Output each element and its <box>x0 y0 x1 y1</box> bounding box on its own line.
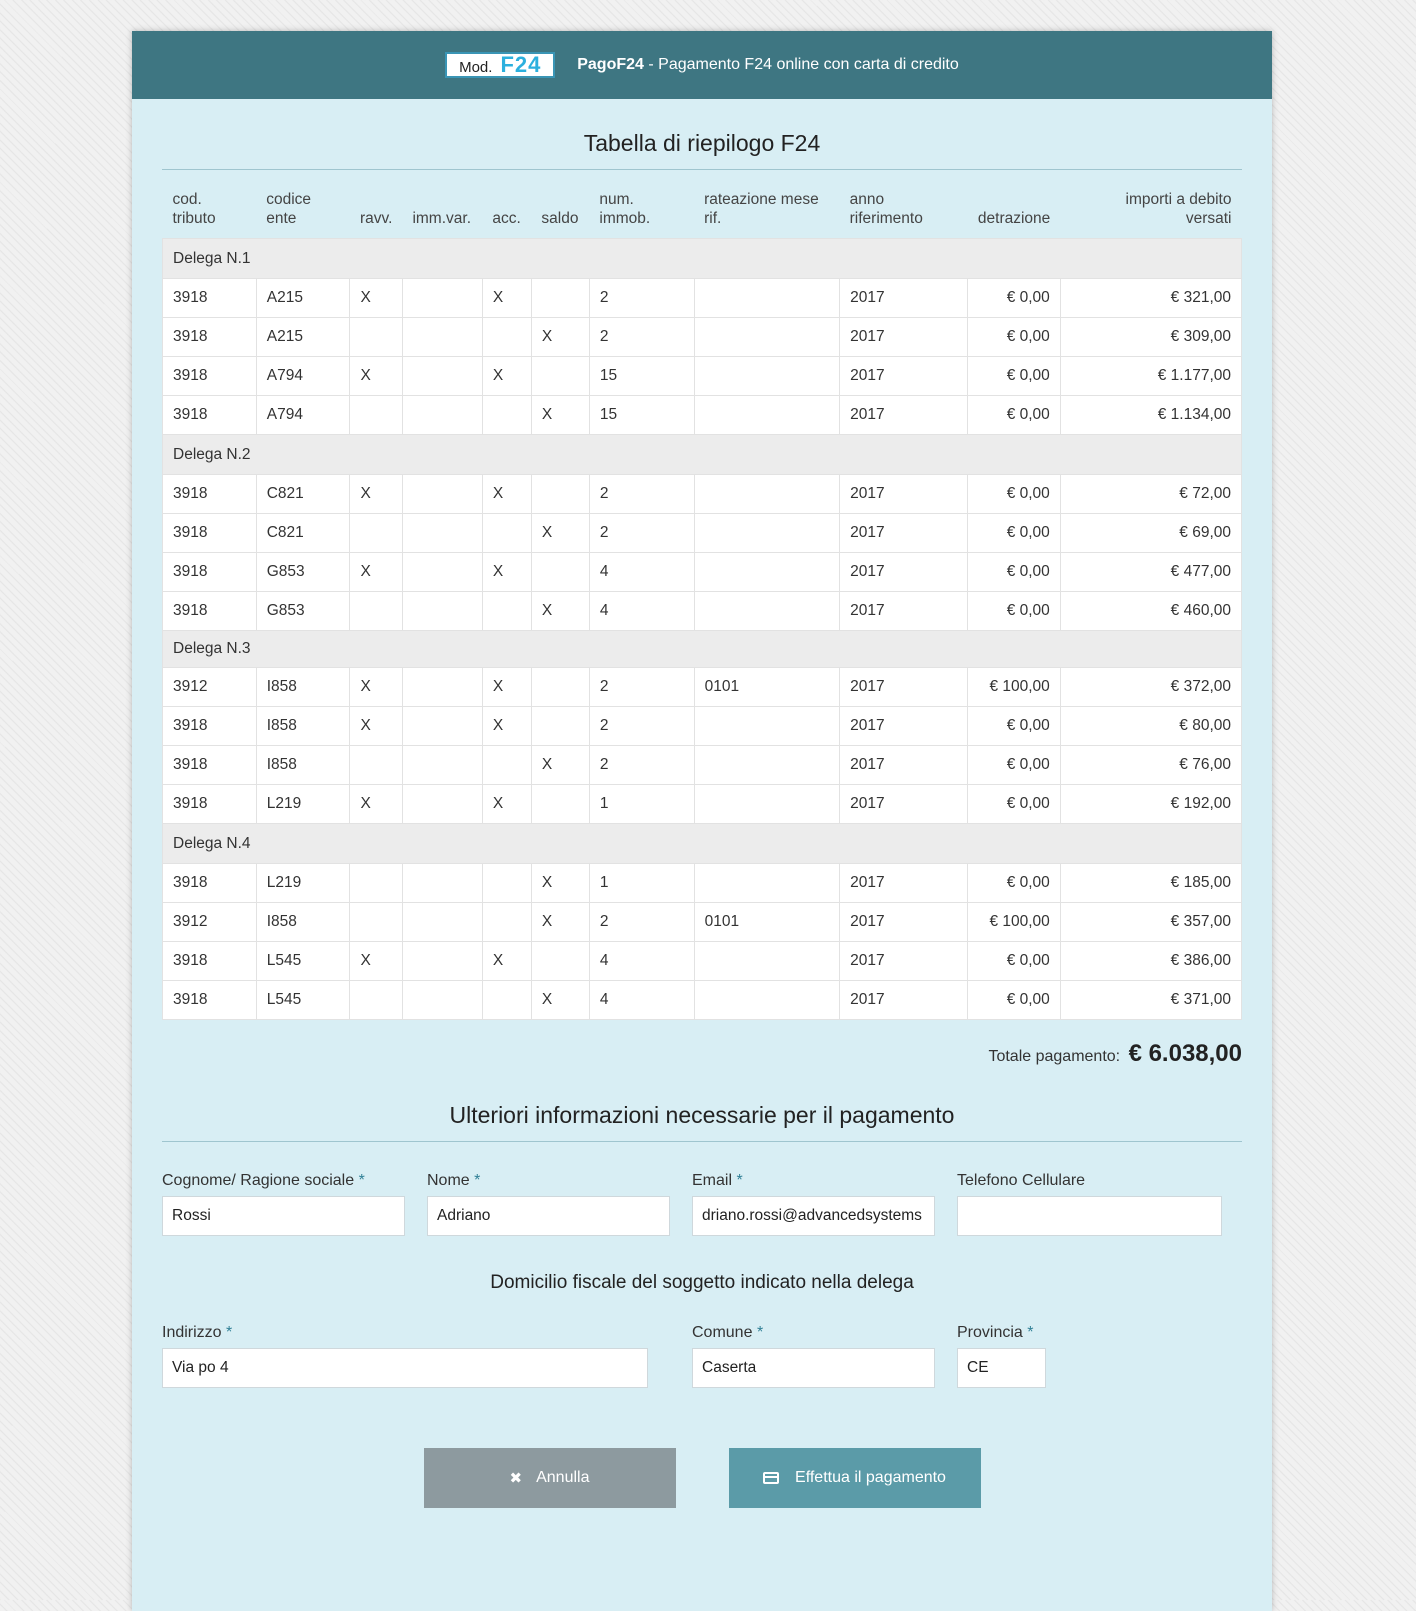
col-num-immob: num. immob. <box>599 191 651 227</box>
table-cell: A794 <box>256 396 350 435</box>
table-cell: € 0,00 <box>967 475 1060 514</box>
table-cell: 3918 <box>163 396 257 435</box>
table-cell: X <box>350 279 402 318</box>
brand-name: PagoF24 <box>577 56 644 73</box>
table-cell <box>402 553 482 592</box>
table-cell: € 100,00 <box>967 903 1060 942</box>
table-cell: L219 <box>256 785 350 824</box>
table-cell: € 0,00 <box>967 746 1060 785</box>
table-cell <box>694 396 840 435</box>
comune-group <box>692 1324 935 1388</box>
table-cell: 3912 <box>163 903 257 942</box>
table-cell: € 1.177,00 <box>1060 357 1241 396</box>
table-row <box>163 903 1242 942</box>
table-cell: 2017 <box>840 903 968 942</box>
table-cell: € 372,00 <box>1060 668 1241 707</box>
table-cell <box>402 785 482 824</box>
telefono-group <box>957 1172 1222 1236</box>
table-cell: 2017 <box>840 553 968 592</box>
table-cell <box>402 396 482 435</box>
table-cell: 3918 <box>163 514 257 553</box>
table-cell: 2017 <box>840 942 968 981</box>
col-saldo: saldo <box>541 210 579 227</box>
table-cell: X <box>482 785 531 824</box>
table-cell: € 0,00 <box>967 785 1060 824</box>
table-cell <box>350 514 402 553</box>
table-cell <box>694 553 840 592</box>
total-amount: € 6.038,00 <box>1128 1040 1242 1067</box>
table-cell: 2017 <box>840 864 968 903</box>
table-cell <box>694 318 840 357</box>
table-cell: A794 <box>256 357 350 396</box>
table-row <box>163 357 1242 396</box>
table-cell <box>482 864 531 903</box>
cognome-label: Cognome/ Ragione sociale * <box>162 1172 365 1189</box>
table-cell: € 1.134,00 <box>1060 396 1241 435</box>
table-cell <box>402 318 482 357</box>
app-header <box>132 31 1272 99</box>
table-cell: 4 <box>589 592 694 631</box>
table-row <box>163 396 1242 435</box>
table-cell: X <box>350 475 402 514</box>
table-cell: 4 <box>589 553 694 592</box>
table-cell: 3918 <box>163 864 257 903</box>
table-cell: € 80,00 <box>1060 707 1241 746</box>
table-cell: X <box>531 864 589 903</box>
delega-group-row <box>163 824 1242 864</box>
table-cell: 2 <box>589 707 694 746</box>
table-cell: 3918 <box>163 707 257 746</box>
table-cell: X <box>350 785 402 824</box>
table-row <box>163 553 1242 592</box>
indirizzo-input[interactable] <box>162 1348 648 1388</box>
table-cell: I858 <box>256 668 350 707</box>
telefono-input[interactable] <box>957 1196 1222 1236</box>
indirizzo-group <box>162 1324 648 1388</box>
table-cell <box>694 785 840 824</box>
cancel-button[interactable] <box>424 1448 676 1508</box>
table-cell: € 0,00 <box>967 592 1060 631</box>
table-row <box>163 279 1242 318</box>
delega-label: Delega N.1 <box>163 239 1242 279</box>
table-cell: € 0,00 <box>967 942 1060 981</box>
table-cell: X <box>482 942 531 981</box>
table-cell: 3918 <box>163 592 257 631</box>
table-cell <box>350 746 402 785</box>
table-cell: 2017 <box>840 746 968 785</box>
comune-input[interactable] <box>692 1348 935 1388</box>
table-row <box>163 514 1242 553</box>
table-cell <box>402 357 482 396</box>
table-cell: 2017 <box>840 357 968 396</box>
table-cell: L219 <box>256 864 350 903</box>
table-cell: € 69,00 <box>1060 514 1241 553</box>
total-payment <box>162 1040 1242 1068</box>
cancel-label: Annulla <box>536 1469 590 1486</box>
domicilio-title: Domicilio fiscale del soggetto indicato nella delega <box>490 1272 914 1293</box>
table-cell: 2017 <box>840 396 968 435</box>
table-cell <box>350 318 402 357</box>
table-cell: X <box>482 475 531 514</box>
table-cell: A215 <box>256 279 350 318</box>
table-cell <box>531 553 589 592</box>
table-cell: X <box>482 357 531 396</box>
pay-label: Effettua il pagamento <box>795 1469 946 1486</box>
table-cell: I858 <box>256 707 350 746</box>
col-ravv: ravv. <box>359 210 393 227</box>
indirizzo-label: Indirizzo * <box>162 1324 233 1341</box>
table-cell <box>482 592 531 631</box>
table-cell: 3918 <box>163 357 257 396</box>
table-cell: 2 <box>589 514 694 553</box>
table-cell <box>402 592 482 631</box>
table-row <box>163 475 1242 514</box>
table-cell <box>694 942 840 981</box>
delega-label: Delega N.2 <box>163 435 1242 475</box>
cognome-input[interactable] <box>162 1196 405 1236</box>
table-cell <box>402 475 482 514</box>
table-cell: 0101 <box>694 903 840 942</box>
table-cell <box>694 475 840 514</box>
nome-group <box>427 1172 670 1236</box>
col-anno: anno riferimento <box>849 191 923 227</box>
table-cell: € 0,00 <box>967 864 1060 903</box>
table-cell: X <box>482 668 531 707</box>
table-cell: 3918 <box>163 981 257 1020</box>
table-cell: 3918 <box>163 785 257 824</box>
table-cell: 15 <box>589 396 694 435</box>
table-row <box>163 864 1242 903</box>
table-row <box>163 746 1242 785</box>
table-cell: A215 <box>256 318 350 357</box>
table-cell: € 460,00 <box>1060 592 1241 631</box>
table-cell <box>694 514 840 553</box>
table-cell: 2 <box>589 279 694 318</box>
table-cell <box>482 746 531 785</box>
table-cell <box>402 746 482 785</box>
col-codice-ente: codice ente <box>266 191 312 227</box>
delega-group-row <box>163 435 1242 475</box>
table-cell <box>482 514 531 553</box>
table-cell <box>482 318 531 357</box>
email-group <box>692 1172 935 1236</box>
email-input[interactable] <box>692 1196 935 1236</box>
table-cell <box>694 707 840 746</box>
table-cell: 3918 <box>163 746 257 785</box>
table-cell <box>531 668 589 707</box>
table-cell: € 477,00 <box>1060 553 1241 592</box>
table-cell <box>694 279 840 318</box>
table-row <box>163 942 1242 981</box>
table-cell: € 192,00 <box>1060 785 1241 824</box>
table-cell: X <box>350 553 402 592</box>
provincia-label: Provincia * <box>957 1324 1034 1341</box>
logo-mod: Mod. <box>459 59 493 76</box>
table-cell: G853 <box>256 553 350 592</box>
table-cell <box>531 707 589 746</box>
table-cell: X <box>350 707 402 746</box>
table-cell <box>694 981 840 1020</box>
table-cell <box>402 707 482 746</box>
table-cell: € 185,00 <box>1060 864 1241 903</box>
table-cell: € 321,00 <box>1060 279 1241 318</box>
table-cell: € 0,00 <box>967 396 1060 435</box>
table-cell: € 0,00 <box>967 514 1060 553</box>
cognome-group <box>162 1172 405 1236</box>
table-cell: 3918 <box>163 318 257 357</box>
table-cell <box>694 592 840 631</box>
table-cell: 3918 <box>163 942 257 981</box>
pay-button[interactable] <box>729 1448 981 1508</box>
table-cell: 2017 <box>840 668 968 707</box>
table-cell <box>531 942 589 981</box>
table-cell: X <box>350 668 402 707</box>
table-cell: 2017 <box>840 514 968 553</box>
f24-logo <box>445 52 555 78</box>
summary-title: Tabella di riepilogo F24 <box>162 99 1242 170</box>
col-cod-tributo: cod. tributo <box>172 191 216 227</box>
total-label: Totale pagamento: <box>988 1048 1121 1065</box>
table-row <box>163 785 1242 824</box>
table-cell: L545 <box>256 942 350 981</box>
table-cell <box>482 903 531 942</box>
table-cell: X <box>531 746 589 785</box>
credit-card-icon <box>763 1472 779 1484</box>
table-cell: € 0,00 <box>967 357 1060 396</box>
telefono-label: Telefono Cellulare <box>957 1172 1086 1189</box>
table-cell <box>531 475 589 514</box>
summary-table <box>162 184 1242 1020</box>
table-cell: I858 <box>256 903 350 942</box>
table-cell: 3912 <box>163 668 257 707</box>
table-cell: 2017 <box>840 592 968 631</box>
table-cell <box>402 279 482 318</box>
nome-input[interactable] <box>427 1196 670 1236</box>
info-title: Ulteriori informazioni necessarie per il pagamento <box>162 1102 1242 1142</box>
table-cell: L545 <box>256 981 350 1020</box>
table-cell: 4 <box>589 981 694 1020</box>
table-cell <box>350 981 402 1020</box>
col-detrazione: detrazione <box>977 210 1051 227</box>
delega-label: Delega N.3 <box>163 631 1242 668</box>
table-cell: € 357,00 <box>1060 903 1241 942</box>
table-cell: 2 <box>589 903 694 942</box>
table-cell: 2 <box>589 746 694 785</box>
table-cell <box>402 903 482 942</box>
nome-label: Nome * <box>427 1172 481 1189</box>
table-cell <box>694 746 840 785</box>
table-cell: X <box>482 707 531 746</box>
table-cell: X <box>531 592 589 631</box>
table-cell: X <box>350 357 402 396</box>
table-cell: € 309,00 <box>1060 318 1241 357</box>
table-cell: C821 <box>256 514 350 553</box>
table-cell: € 0,00 <box>967 279 1060 318</box>
table-cell: € 72,00 <box>1060 475 1241 514</box>
table-cell <box>531 279 589 318</box>
provincia-group <box>957 1324 1046 1388</box>
table-row <box>163 707 1242 746</box>
col-imm-var: imm.var. <box>412 210 471 227</box>
table-cell: 3918 <box>163 553 257 592</box>
col-importi: importi a debito versati <box>1125 191 1232 227</box>
table-cell: 2017 <box>840 785 968 824</box>
table-cell <box>482 396 531 435</box>
table-cell: 15 <box>589 357 694 396</box>
table-cell <box>402 514 482 553</box>
delega-group-row <box>163 631 1242 668</box>
table-cell <box>350 396 402 435</box>
table-cell: X <box>531 981 589 1020</box>
table-row <box>163 668 1242 707</box>
table-cell <box>350 864 402 903</box>
table-cell <box>694 864 840 903</box>
table-cell: X <box>531 514 589 553</box>
table-cell: € 386,00 <box>1060 942 1241 981</box>
col-acc: acc. <box>492 210 521 227</box>
header-tagline: - Pagamento F24 online con carta di credito <box>643 56 959 73</box>
email-label: Email * <box>692 1172 743 1189</box>
table-cell: C821 <box>256 475 350 514</box>
table-cell: € 0,00 <box>967 981 1060 1020</box>
provincia-input[interactable] <box>957 1348 1046 1388</box>
table-cell <box>531 785 589 824</box>
table-cell: I858 <box>256 746 350 785</box>
col-rateazione: rateazione mese rif. <box>704 191 819 227</box>
table-cell: X <box>482 553 531 592</box>
table-cell: 2 <box>589 475 694 514</box>
close-icon: ✖ <box>509 1470 523 1487</box>
table-cell: 3918 <box>163 279 257 318</box>
table-cell: € 0,00 <box>967 553 1060 592</box>
table-cell <box>402 668 482 707</box>
table-cell: 2017 <box>840 707 968 746</box>
table-row <box>163 981 1242 1020</box>
table-cell: € 100,00 <box>967 668 1060 707</box>
table-cell: G853 <box>256 592 350 631</box>
table-cell <box>402 981 482 1020</box>
table-cell: 3918 <box>163 475 257 514</box>
table-cell <box>482 981 531 1020</box>
table-cell: 2017 <box>840 981 968 1020</box>
table-cell: 1 <box>589 864 694 903</box>
table-cell: € 371,00 <box>1060 981 1241 1020</box>
table-cell: X <box>350 942 402 981</box>
table-cell: 2 <box>589 668 694 707</box>
table-cell <box>402 864 482 903</box>
payment-card <box>132 31 1272 1611</box>
table-cell: X <box>482 279 531 318</box>
table-cell <box>350 903 402 942</box>
table-cell: 2017 <box>840 318 968 357</box>
table-cell <box>531 357 589 396</box>
table-cell: X <box>531 318 589 357</box>
logo-f24: F24 <box>500 52 542 77</box>
delega-label: Delega N.4 <box>163 824 1242 864</box>
table-cell <box>350 592 402 631</box>
table-cell: 2017 <box>840 475 968 514</box>
table-cell <box>402 942 482 981</box>
table-cell: € 76,00 <box>1060 746 1241 785</box>
table-row <box>163 318 1242 357</box>
table-cell <box>694 357 840 396</box>
table-cell: X <box>531 903 589 942</box>
table-cell: X <box>531 396 589 435</box>
table-cell: € 0,00 <box>967 318 1060 357</box>
delega-group-row <box>163 239 1242 279</box>
table-cell: 0101 <box>694 668 840 707</box>
table-cell: € 0,00 <box>967 707 1060 746</box>
table-row <box>163 592 1242 631</box>
table-cell: 2017 <box>840 279 968 318</box>
table-cell: 4 <box>589 942 694 981</box>
table-cell: 1 <box>589 785 694 824</box>
comune-label: Comune * <box>692 1324 764 1341</box>
table-cell: 2 <box>589 318 694 357</box>
